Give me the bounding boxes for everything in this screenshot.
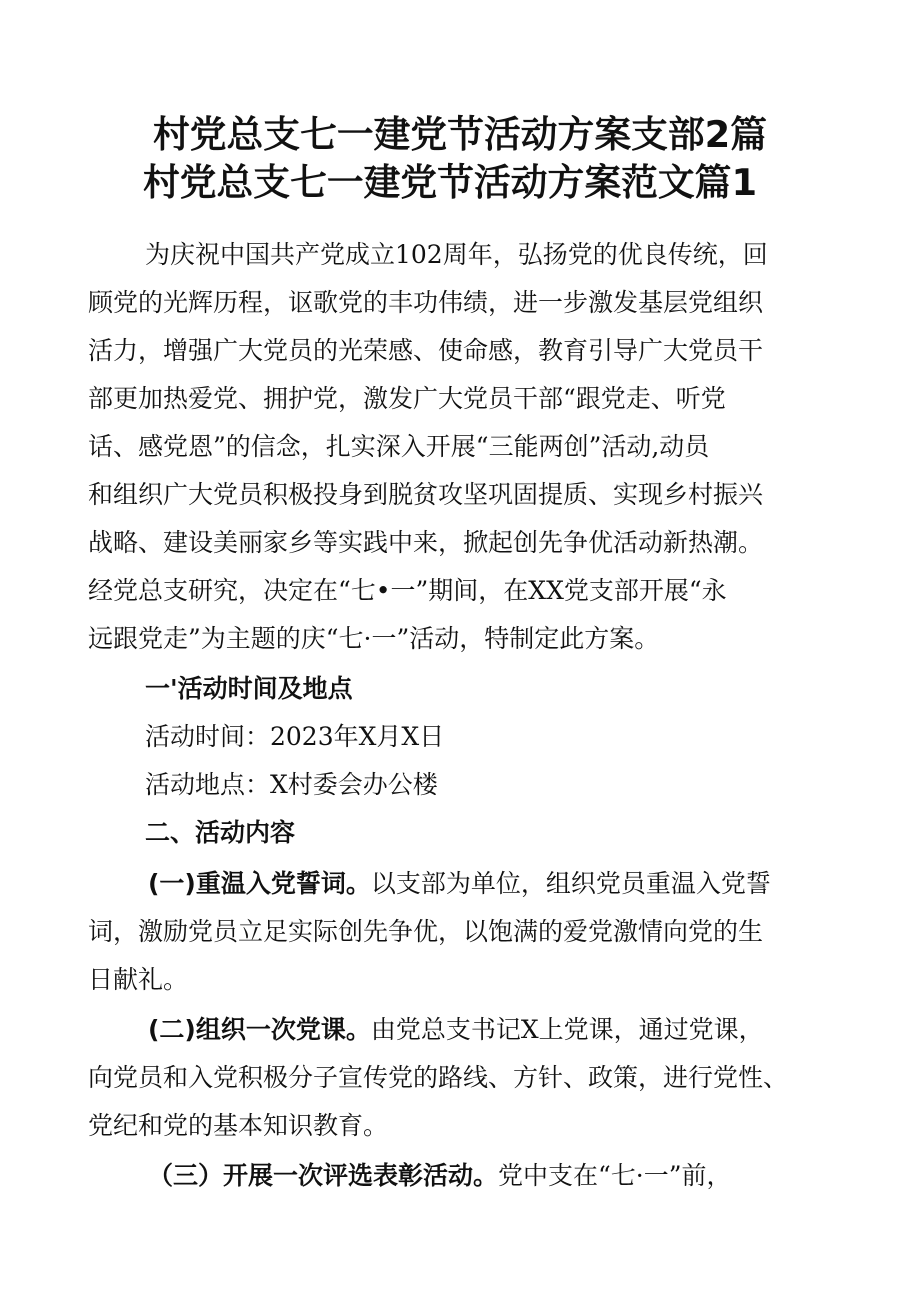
intro-line: 为庆祝中国共产党成立102周年，弘扬党的优良传统，回 [145,240,768,269]
document-subtitle: 村党总支七一建党节活动方案范文篇1 [142,161,758,204]
content-line: 党纪和党的基本知识教育。 [88,1111,389,1140]
activity-time: 活动时间：2023年X月X日 [145,722,445,751]
intro-line: 战略、建设美丽家乡等实践中来，掀起创先争优活动新热潮。 [88,528,764,557]
content-item-3-text: 党中支在“七·一”前， [498,1161,732,1190]
content-line: 词，激励党员立足实际创先争优，以饱满的爱党激情向党的生 [88,917,764,946]
content-item-2-text: 由党总支书记X上党课，通过党课， [370,1015,764,1044]
content-line: 日献礼。 [88,965,189,994]
content-item-3-line [148,1158,732,1194]
intro-line: 活力，增强广大党员的光荣感、使命感，教育引导广大党员干 [88,336,764,365]
content-item-1-text: 以支部为单位，组织党员重温入党誓 [370,869,771,898]
intro-line: 经党总支研究，决定在“七•一”期间，在XX党支部开展“永 [88,576,727,605]
content-item-1-line [148,866,771,902]
document-title: 村党总支七一建党节活动方案支部2篇 [152,113,768,156]
content-item-1-title: (一)重温入党誓词。 [148,869,371,898]
content-line: 向党员和入党积极分子宣传党的路线、方针、政策，进行党性、 [88,1063,789,1092]
intro-line: 顾党的光辉历程，讴歌党的丰功伟绩，进一步激发基层党组织 [88,288,764,317]
content-item-3-title: （三）开展一次评选表彰活动。 [148,1161,499,1190]
section-heading: 二、活动内容 [145,818,296,847]
intro-line: 话、感党恩”的信念，扎实深入开展“三能两创”活动,动员 [88,432,710,461]
intro-line: 远跟党走”为主题的庆“七·一”活动，特制定此方案。 [88,624,660,653]
content-item-2-title: (二)组织一次党课。 [148,1015,371,1044]
intro-line: 部更加热爱党、拥护党，激发广大党员干部“跟党走、听党 [88,384,726,413]
section-heading: 一'活动时间及地点 [145,674,353,703]
content-item-2-line [148,1012,764,1048]
activity-place: 活动地点：X村委会办公楼 [145,770,438,799]
intro-line: 和组织广大党员积极投身到脱贫攻坚巩固提质、实现乡村振兴 [88,480,764,509]
